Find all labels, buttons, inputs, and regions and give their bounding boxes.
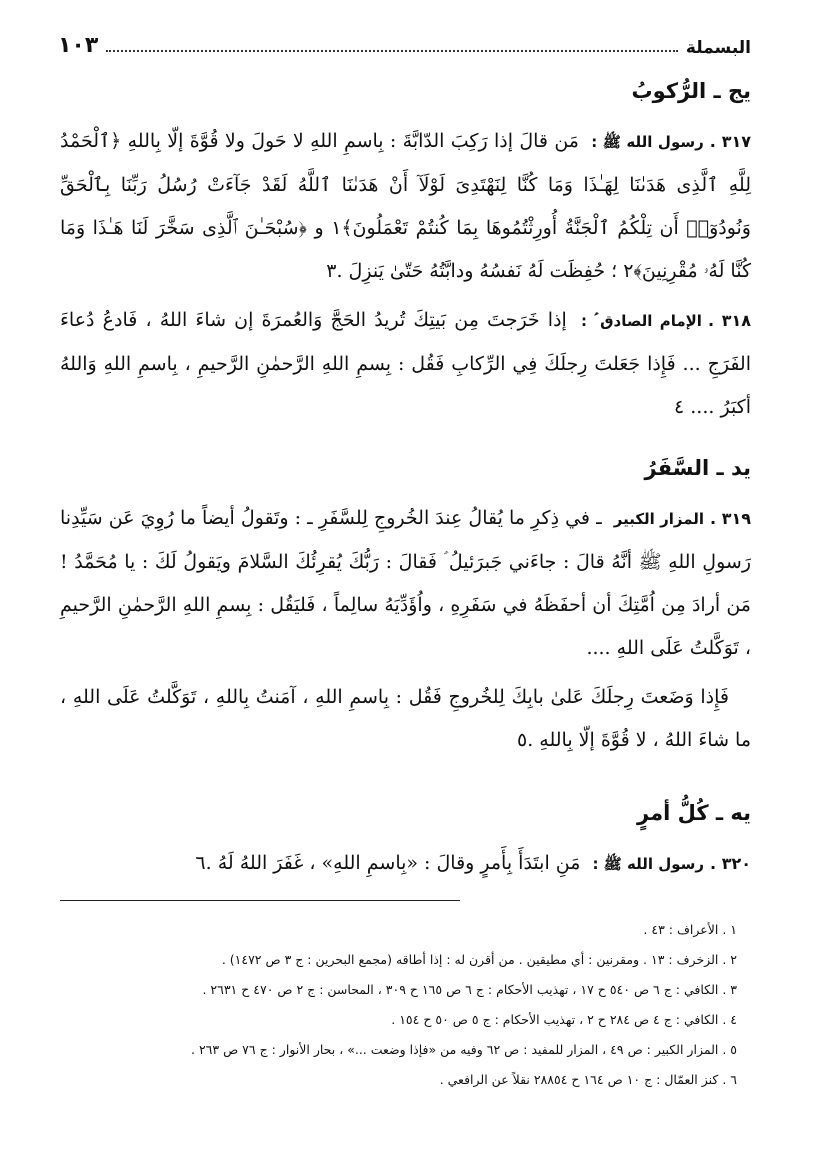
section-heading-riding: يج ـ الرُّكوبُ	[631, 79, 751, 103]
main-content	[60, 76, 751, 892]
hadith-number: ٣١٨ .	[707, 311, 751, 330]
footnote-6: ٦ . كنز العمّال : ج ١٠ ص ١٦٤ ح ٢٨٨٥٤ نقلاً عن الرافعي .	[439, 1072, 737, 1087]
footnote-5: ٥ . المزار الكبير : ص ٤٩ ، المزار للمفيد : ص ٦٢ وفيه من «فإذا وضعت ...» ، بحار الأنوار : ج ٧٦ ص ٢٦٣ .	[191, 1042, 737, 1057]
hadith-text: مَن قالَ إذا رَكِبَ الدّابَّةَ : بِاسمِ اللهِ لا حَولَ ولا قُوَّةَ إلّا بِاللهِ ﴿ٱلْحَمْدُ لِلَّهِ ٱلَّذِى هَدَىٰنَا لِهَـٰذَا وَمَا كُنَّا لِنَهْتَدِىَ لَوْلَآ أَنْ هَدَىٰنَا ٱللَّهُ لَقَدْ جَآءَتْ رُسُلُ رَبِّنَا بِٱلْحَقِّ وَنُودُوٓا۟ أَن تِلْكُمُ ٱلْجَنَّةُ أُورِثْتُمُوهَا بِمَا كُنتُمْ تَعْمَلُونَ﴾١ و ﴿سُبْحَـٰنَ ٱلَّذِى سَخَّرَ لَنَا هَـٰذَا وَمَا كُنَّا لَهُۥ مُقْرِنِينَ﴾٢ ؛ حُفِظَت لَهُ نَفسُهُ ودابَّتُهُ حَتّىٰ يَنزِلَ .٣	[60, 130, 751, 282]
hadith-320	[60, 842, 751, 886]
hadith-narrator: رسول الله ﷺ :	[592, 855, 705, 873]
footnote-1: ١ . الأعراف : ٤٣ .	[643, 922, 737, 937]
footnotes	[60, 900, 751, 1095]
hadith-text: مَنِ ابتَدَأَ بِأَمرٍ وقالَ : «بِاسمِ اللهِ» ، غَفَرَ اللهُ لَهُ .٦	[195, 852, 581, 874]
footnote-separator	[60, 900, 460, 901]
footnote-3: ٣ . الكافي : ج ٦ ص ٥٤٠ ح ١٧ ، تهذيب الأحكام : ج ٦ ص ١٦٥ ح ٣٠٩ ، المحاسن : ج ٢ ص ٤٧٠ ح ٢٦٣١ .	[202, 982, 737, 997]
hadith-text: إذا خَرَجتَ مِن بَيتِكَ تُريدُ الحَجَّ وَالعُمرَةَ إن شاءَ اللهُ ، فَادعُ دُعاءَ الفَرَجِ ... فَإِذا جَعَلتَ رِجلَكَ فِي الرِّكابِ فَقُل : بِسمِ اللهِ الرَّحمٰنِ الرَّحيمِ ، بِاسمِ اللهِ وَاللهُ أكبَرُ .... ٤	[60, 309, 751, 418]
hadith-318	[60, 299, 751, 429]
hadith-number: ٣١٧ .	[709, 132, 751, 151]
section-heading-every-matter: يه ـ كُلُّ أمرٍ	[637, 801, 751, 825]
hadith-text: ـ في ذِكرِ ما يُقالُ عِندَ الخُروجِ لِلسَّفَرِ ـ : وتَقولُ أيضاً ما رُوِيَ عَن سَيِّدِنا رَسولِ اللهِ ﷺ أنَّهُ قالَ : جاءَني جَبرَئيلُ ؑ فَقالَ : رَبُّكَ يُقرِئُكَ السَّلامَ ويَقولُ لَكَ : يا مُحَمَّدُ ! مَن أرادَ مِن اُمَّتِكَ أن أحفَظَهُ في سَفَرِهِ ، واُؤَدِّيَهُ سالِماً ، فَليَقُل : بِسمِ اللهِ الرَّحمٰنِ الرَّحيمِ ، تَوَكَّلتُ عَلَى اللهِ ....	[60, 507, 751, 659]
footnote-2: ٢ . الزخرف : ١٣ . ومقرنين : أي مطيقين . من أقرن له : إذا أطاقه (مجمع البحرين : ج ٣ ص ١٤٧٢) .	[221, 952, 737, 967]
hadith-319	[60, 497, 751, 670]
header-dotted-leader	[106, 50, 678, 52]
hadith-319-continuation: فَإِذا وَضَعتَ رِجلَكَ عَلىٰ بابِكَ لِلخُروجِ فَقُل : بِاسمِ اللهِ ، آمَنتُ بِاللهِ ، تَوَكَّلتُ عَلَى اللهِ ، ما شاءَ اللهُ ، لا قُوَّةَ إلّا بِاللهِ .٥	[60, 686, 751, 751]
hadith-317	[60, 120, 751, 293]
footnote-4: ٤ . الكافي : ج ٤ ص ٢٨٤ ح ٢ ، تهذيب الأحكام : ج ٥ ص ٥٠ ح ١٥٤ .	[391, 1012, 737, 1027]
section-heading-travel: يد ـ السَّفَرُ	[644, 456, 751, 480]
page-header	[58, 28, 751, 58]
running-title: البسملة	[685, 38, 751, 58]
hadith-number: ٣١٩ .	[710, 509, 752, 528]
page-number: ١٠٣	[58, 33, 99, 58]
hadith-narrator: رسول الله ﷺ :	[591, 133, 704, 151]
hadith-narrator: الإمام الصادق ؑ :	[580, 312, 702, 330]
hadith-narrator: المزار الكبير	[613, 510, 705, 528]
hadith-number: ٣٢٠ .	[710, 854, 751, 873]
